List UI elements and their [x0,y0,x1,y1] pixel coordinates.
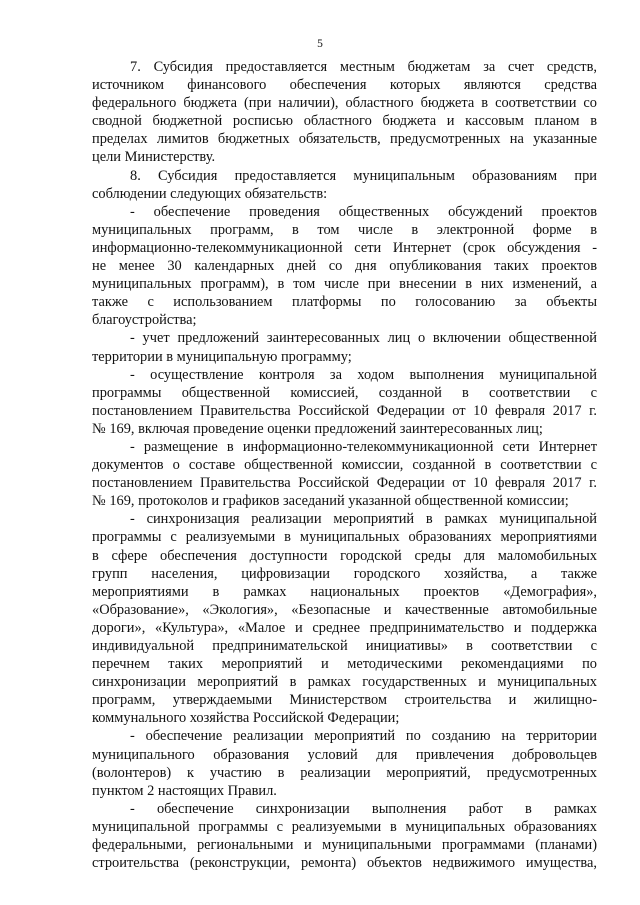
text-line: мероприятиями в рамках национальных проектов «Демография», [92,583,597,600]
text-line: перечнем таких мероприятий и методическими рекомендациями по [92,656,597,673]
page-number: 5 [317,38,323,50]
text-line: источником финансового обеспечения которых являются средства [92,77,597,94]
text-line: муниципальных программ), в том числе при внесении в них изменений, а [92,276,597,293]
text-line: соблюдении следующих обязательств: [92,185,328,202]
text-line: федеральными, региональными и муниципальными программами (планами) [92,837,597,854]
text-line: (волонтеров) к участию в реализации мероприятий, предусмотренных [92,764,597,781]
text-line: программы с реализуемыми в муниципальных образованиях мероприятиями [92,529,597,546]
text-line: индивидуальной предпринимательской инициативы» в соответствии с [92,638,597,654]
text-line: благоустройства; [92,312,197,329]
text-line: - осуществление контроля за ходом выполнения муниципальной [130,366,597,383]
text-line: документов о составе общественной комиссии, созданной в соответствии с [92,457,597,474]
document-body [92,58,597,872]
text-line: пределах лимитов бюджетных обязательств, предусмотренных на указанные [92,131,597,148]
text-line: в сфере обеспечения доступности городской среды для маломобильных [92,547,597,564]
text-line: 8. Субсидия предоставляется муниципальным образованиям при [130,167,597,184]
text-line: синхронизации мероприятий в рамках государственных и муниципальных [92,674,597,691]
text-line: программ, утверждаемыми Министерством строительства и жилищно- [92,692,597,709]
text-line: 7. Субсидия предоставляется местным бюджетам за счет средств, [130,59,597,75]
text-line: постановлением Правительства Российской Федерации от 10 февраля 2017 г. [92,402,597,419]
text-line: - обеспечение синхронизации выполнения работ в рамках [130,800,597,817]
text-line: дороги», «Культура», «Малое и среднее предпринимательство и поддержка [92,619,597,636]
text-line: муниципального образования условий для привлечения добровольцев [92,746,597,763]
text-line: - обеспечение проведения общественных обсуждений проектов [130,203,597,220]
text-line: пунктом 2 настоящих Правил. [92,782,277,799]
text-line: муниципальных программ, в том числе в электронной форме в [92,221,597,238]
text-line: программы общественной комиссией, созданной в соответствии с [92,384,597,401]
text-line: № 169, протоколов и графиков заседаний указанной общественной комиссии; [92,493,569,510]
text-line: групп населения, цифровизации городского хозяйства, а также [92,565,597,582]
text-line: строительства (реконструкции, ремонта) объектов недвижимого имущества, [92,855,597,872]
text-line: - размещение в информационно-телекоммуникационной сети Интернет [130,438,597,455]
text-line: - синхронизация реализации мероприятий в рамках муниципальной [130,511,597,528]
text-line: коммунального хозяйства Российской Федерации; [92,710,400,727]
text-line: цели Министерству. [92,149,216,166]
text-line: - учет предложений заинтересованных лиц о включении общественной [130,330,597,347]
text-line: сводной бюджетной росписью областного бюджета и кассовым планом в [92,113,597,130]
text-line: - обеспечение реализации мероприятий по созданию на территории [130,728,597,745]
text-line: федерального бюджета (при наличии), областного бюджета в соответствии со [92,95,597,112]
text-line: не менее 30 календарных дней со дня опубликования таких проектов [92,258,597,275]
text-line: информационно-телекоммуникационной сети Интернет (срок обсуждения - [92,239,597,256]
text-line: также с использованием платформы по голосованию за объекты [92,294,597,311]
text-line: № 169, включая проведение оценки предложений заинтересованных лиц; [92,420,543,437]
text-line: постановлением Правительства Российской Федерации от 10 февраля 2017 г. [92,475,597,492]
text-line: территории в муниципальную программу; [92,348,352,365]
text-line: муниципальной программы с реализуемыми в муниципальных образованиях [92,818,597,835]
text-line: «Образование», «Экология», «Безопасные и качественные автомобильные [92,601,597,618]
